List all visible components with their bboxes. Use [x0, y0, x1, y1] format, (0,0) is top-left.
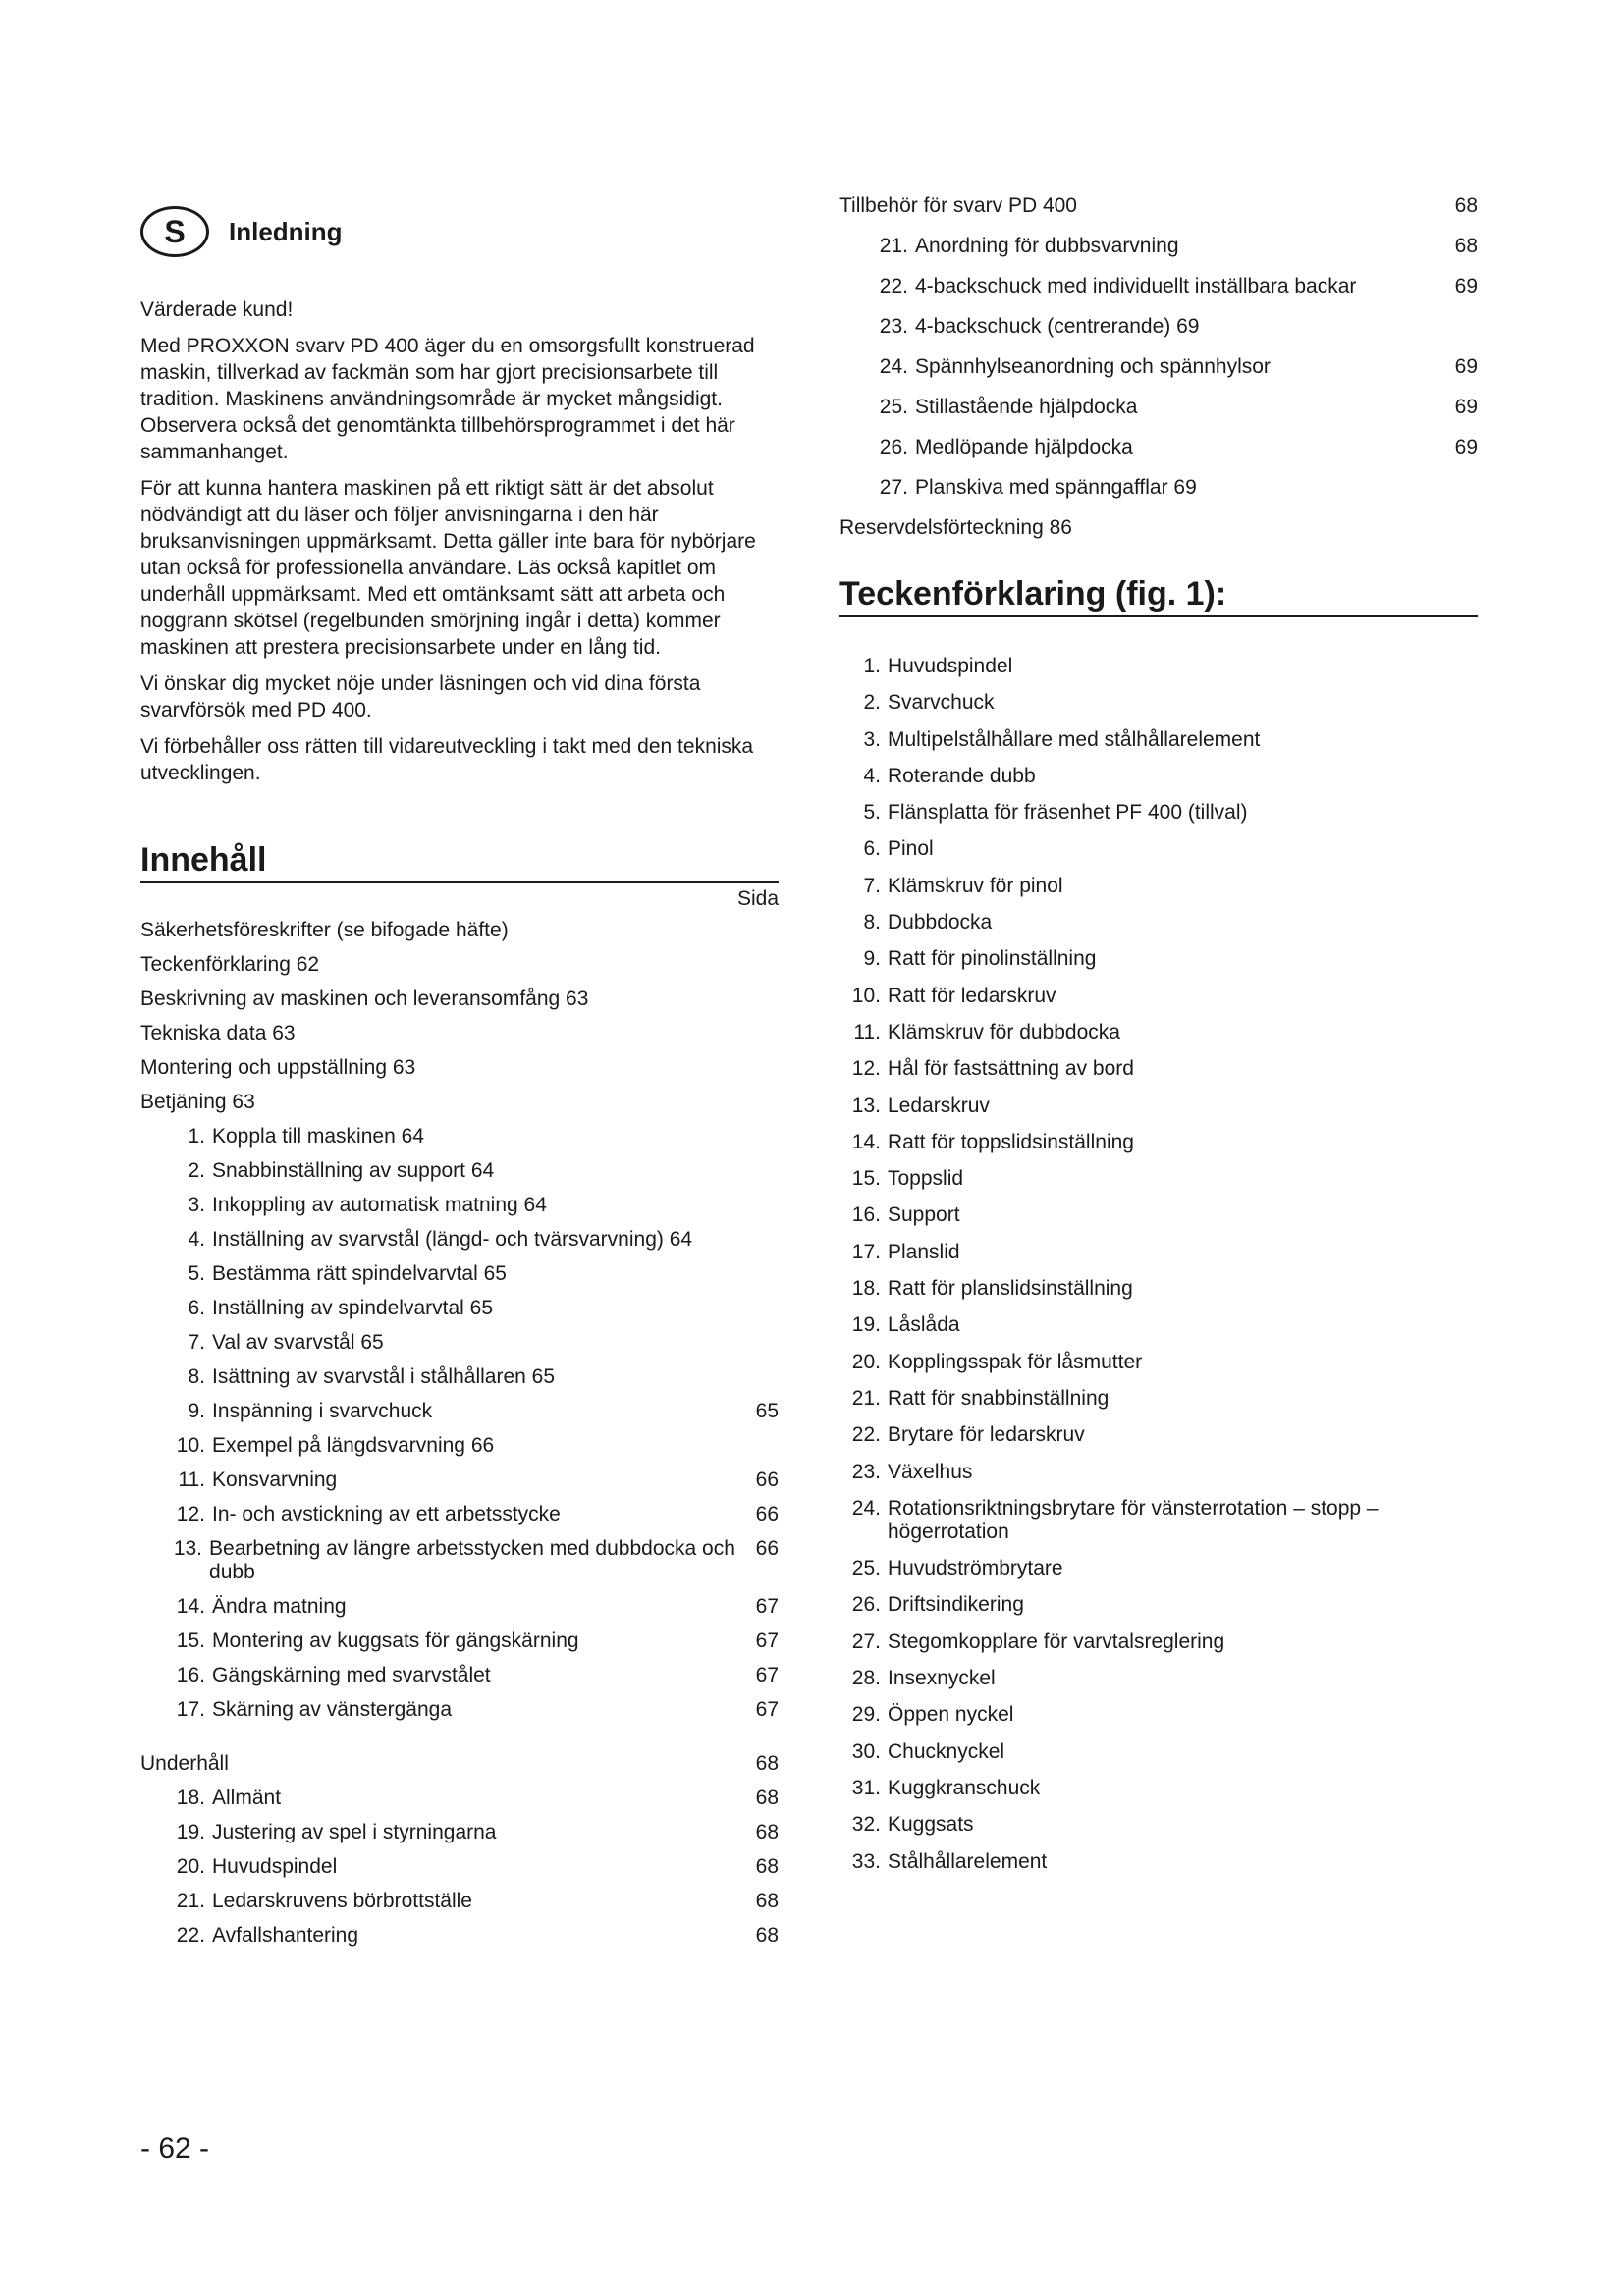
legend-item-number: 13.: [851, 1094, 881, 1117]
toc-entry-page: 68: [755, 1821, 779, 1843]
toc-entry: [140, 1297, 779, 1320]
legend-item: [839, 1131, 1478, 1154]
toc-entry-label: [873, 436, 1133, 459]
toc-entry: [140, 1855, 779, 1879]
toc-entry-text: Koppla till maskinen 64: [212, 1125, 424, 1148]
toc-entry-text: 4-backschuck (centrerande) 69: [915, 315, 1200, 338]
toc-entry-number: 3.: [188, 1194, 205, 1216]
legend-item: [839, 875, 1478, 898]
toc-entry-page: 68: [755, 1890, 779, 1912]
legend-item-number: 2.: [863, 691, 881, 715]
toc-entry: [140, 1752, 779, 1776]
left-column: [140, 206, 779, 1958]
toc-entry: [839, 315, 1478, 339]
legend-item: [839, 1351, 1478, 1374]
legend-item: [839, 1241, 1478, 1264]
legend-item: [839, 1387, 1478, 1411]
toc-entry-label: [873, 476, 1197, 500]
legend-item-text: Ratt för snabbinställning: [888, 1386, 1110, 1410]
legend-item-text: Ratt för ledarskruv: [888, 984, 1056, 1007]
legend-item-number: 6.: [863, 837, 881, 861]
toc-entry-label: [140, 1091, 255, 1114]
toc-entry: [839, 355, 1478, 379]
legend-item-text: Insexnyckel: [888, 1667, 996, 1690]
legend-item: [839, 1813, 1478, 1837]
legend-title: Teckenförklaring (fig. 1):: [839, 575, 1478, 617]
legend-item-text: Ratt för toppslidsinställning: [888, 1130, 1134, 1153]
toc-entry-page: 69: [1454, 355, 1478, 378]
toc-entry: [140, 1503, 779, 1526]
toc-entry: [140, 988, 779, 1011]
legend-item-number: 15.: [851, 1167, 881, 1191]
toc-entry: [839, 194, 1478, 218]
toc-entry-number: 24.: [879, 355, 908, 378]
legend-item-number: 31.: [851, 1776, 881, 1799]
legend-item-text: Ledarskruv: [888, 1094, 990, 1117]
toc-entry-label: [170, 1855, 337, 1879]
legend-item: [839, 1423, 1478, 1447]
page-number: - 62 -: [140, 2132, 210, 2164]
toc-entry-number: 26.: [879, 436, 908, 458]
toc-entry: [140, 1228, 779, 1252]
toc-entry-text: Spännhylseanordning och spännhylsor: [915, 355, 1271, 378]
legend-item-text: Öppen nyckel: [888, 1703, 1014, 1727]
legend-item-number: 19.: [851, 1313, 881, 1337]
toc-entry: [839, 275, 1478, 298]
toc-page-header: Sida: [736, 887, 779, 910]
legend-item-number: 1.: [863, 655, 881, 677]
toc-entry-label: [839, 516, 1072, 540]
legend-item-text: Roterande dubb: [888, 764, 1036, 787]
toc-entry: [140, 953, 779, 977]
toc-entry-page: 69: [1454, 275, 1478, 297]
legend-list: [839, 655, 1478, 1874]
toc-entry-text: Bestämma rätt spindelvarvtal 65: [212, 1262, 507, 1285]
intro-paragraph: Värderade kund!: [140, 298, 294, 321]
legend-item: [839, 1557, 1478, 1580]
toc-entry: [140, 1434, 779, 1458]
legend-item: [839, 1777, 1478, 1800]
legend-item-text: Driftsindikering: [888, 1593, 1024, 1617]
toc-entry: [140, 1787, 779, 1810]
legend-item-text: Dubbdocka: [888, 911, 993, 934]
toc-entry-text: Gängskärning med svarvstålet: [212, 1664, 491, 1686]
legend-item-number: 17.: [851, 1240, 881, 1263]
toc-entry: [140, 1468, 779, 1492]
toc-entry-number: 2.: [188, 1159, 205, 1182]
legend-item-number: 10.: [851, 984, 881, 1007]
toc-entry-label: [170, 1331, 384, 1355]
legend-item-number: 20.: [851, 1350, 881, 1373]
toc-entry-label: [170, 1698, 452, 1722]
toc-entry-label: [873, 235, 1179, 258]
legend-item-text: Ratt för planslidsinställning: [888, 1277, 1133, 1301]
toc-entry-number: 7.: [188, 1331, 205, 1354]
toc-entry: [140, 1365, 779, 1389]
legend-item-text: Huvudströmbrytare: [888, 1557, 1063, 1580]
legend-item: [839, 655, 1478, 678]
legend-item-text: Rotationsriktningsbrytare för vänsterrotation – stopp – högerrotation: [888, 1496, 1379, 1543]
legend-item: [839, 728, 1478, 752]
legend-item-number: 12.: [851, 1057, 881, 1081]
legend-item-number: 30.: [851, 1739, 881, 1763]
toc-entry-text: Konsvarvning: [212, 1468, 338, 1491]
toc-entry-label: [873, 275, 1356, 298]
toc-entry: [140, 1821, 779, 1844]
toc-entry-number: 20.: [176, 1855, 205, 1878]
legend-item-number: 33.: [851, 1849, 881, 1873]
toc-entry-label: [839, 194, 1077, 218]
toc-entry-label: [873, 315, 1199, 339]
legend-item-number: 29.: [851, 1703, 881, 1727]
toc-entry: [140, 1331, 779, 1355]
toc-entry-page: 67: [755, 1595, 779, 1618]
legend-item-number: 16.: [851, 1203, 881, 1227]
toc-entry-text: Tekniska data 63: [140, 1022, 296, 1044]
toc-entry: [140, 919, 779, 942]
toc-entry-label: [873, 396, 1138, 419]
toc-entry-text: Säkerhetsföreskrifter (se bifogade häfte): [140, 919, 509, 941]
legend-item: [839, 911, 1478, 934]
intro-title: Inledning: [229, 216, 343, 246]
toc-entry-label: [140, 988, 588, 1011]
toc-entry-number: 4.: [188, 1228, 205, 1251]
toc-entry: [140, 1022, 779, 1045]
toc-entry-page: 68: [755, 1752, 779, 1775]
toc-entry-text: Montering och uppställning 63: [140, 1056, 416, 1079]
toc-entry-page: 68: [755, 1924, 779, 1947]
toc-entry-text: Teckenförklaring 62: [140, 953, 320, 976]
toc-entry-text: Allmänt: [212, 1787, 282, 1809]
toc-entry-label: [170, 1924, 358, 1948]
toc-entry-text: Betjäning 63: [140, 1091, 255, 1113]
toc-entry-text: Huvudspindel: [212, 1855, 338, 1878]
toc-entry-number: 15.: [176, 1629, 205, 1652]
toc-entry-text: 4-backschuck med individuellt inställbara backar: [915, 275, 1357, 297]
legend-item-number: 8.: [863, 911, 881, 934]
intro-header: [140, 206, 779, 257]
toc-entry-number: 22.: [176, 1924, 205, 1947]
toc-entry-page: 67: [755, 1698, 779, 1721]
toc-entry: [140, 1537, 779, 1584]
toc-entry-page: 66: [755, 1503, 779, 1525]
toc-entry-label: [170, 1297, 493, 1320]
legend-item: [839, 947, 1478, 971]
legend-item-number: 32.: [851, 1813, 881, 1837]
toc-entry-number: 21.: [879, 235, 908, 257]
legend-item-text: Brytare för ledarskruv: [888, 1423, 1085, 1447]
legend-item: [839, 1277, 1478, 1301]
toc-entry-text: Beskrivning av maskinen och leveransomfång 63: [140, 988, 589, 1010]
toc-entry-text: Avfallshantering: [212, 1924, 359, 1947]
intro-paragraph: Vi önskar dig mycket nöje under läsningen och vid dina första svarvförsök med PD 400.: [140, 672, 701, 721]
legend-item-number: 7.: [863, 874, 881, 897]
legend-item-number: 25.: [851, 1557, 881, 1580]
toc-entry-text: Inspänning i svarvchuck: [212, 1400, 433, 1422]
toc-entry-label: [170, 1400, 432, 1423]
legend-item-text: Kopplingsspak för låsmutter: [888, 1350, 1143, 1373]
toc-entry-text: Inställning av svarvstål (längd- och tvärsvarvning) 64: [212, 1228, 693, 1251]
legend-item: [839, 1497, 1478, 1544]
toc-entry-label: [170, 1262, 507, 1286]
toc-right-list: [839, 194, 1478, 540]
toc-entry-number: 22.: [879, 275, 908, 297]
toc-entry-text: Exempel på längdsvarvning 66: [212, 1434, 495, 1457]
toc-entry-text: Skärning av vänstergänga: [212, 1698, 452, 1721]
legend-section: [839, 575, 1478, 1874]
toc-entry-number: 1.: [188, 1125, 205, 1148]
toc-entry-text: Stillastående hjälpdocka: [915, 396, 1138, 418]
toc-entry-label: [170, 1125, 424, 1148]
toc-entry-text: Tillbehör för svarv PD 400: [839, 194, 1077, 217]
legend-item-number: 11.: [853, 1020, 881, 1043]
toc-entry-label: [170, 1629, 579, 1653]
legend-item-text: Växelhus: [888, 1460, 973, 1483]
toc-entry-page: 66: [755, 1468, 779, 1491]
legend-item-number: 26.: [851, 1593, 881, 1617]
intro-paragraph: Vi förbehåller oss rätten till vidareutveckling i takt med den tekniska utvecklingen.: [140, 735, 754, 784]
toc-entry-label: [170, 1890, 472, 1913]
legend-item-number: 18.: [851, 1277, 881, 1301]
legend-item-text: Flänsplatta för fräsenhet PF 400 (tillval): [888, 801, 1248, 825]
toc-entry: [839, 396, 1478, 419]
toc-entry: [140, 1629, 779, 1653]
toc-entry-number: 25.: [879, 396, 908, 418]
toc-maintenance-list: [140, 1752, 779, 1948]
toc-entry-page: 68: [755, 1787, 779, 1809]
toc-entry-label: [170, 1434, 494, 1458]
legend-item-text: Låslåda: [888, 1313, 960, 1337]
legend-item-text: Chucknyckel: [888, 1739, 1005, 1763]
legend-item-text: Huvudspindel: [888, 655, 1013, 677]
toc-entry: [140, 1262, 779, 1286]
toc-entry-text: Planskiva med spänngafflar 69: [915, 476, 1197, 499]
toc-entry-number: 6.: [188, 1297, 205, 1319]
legend-item: [839, 1703, 1478, 1727]
toc-entry-number: 27.: [879, 476, 908, 499]
toc-entry-text: Montering av kuggsats för gängskärning: [212, 1629, 579, 1652]
toc-entry-text: Anordning för dubbsvarvning: [915, 235, 1179, 257]
legend-item: [839, 1740, 1478, 1764]
toc-entry-label: [873, 355, 1271, 379]
toc-entry: [140, 1890, 779, 1913]
toc-entry-label: [170, 1595, 347, 1619]
toc-entry-text: Underhåll: [140, 1752, 229, 1775]
toc-entry-label: [170, 1468, 337, 1492]
toc-entry-number: 18.: [176, 1787, 205, 1809]
toc-left-list: [140, 919, 779, 1722]
legend-item: [839, 1167, 1478, 1191]
legend-item: [839, 1021, 1478, 1044]
legend-item-number: 5.: [863, 801, 881, 825]
toc-entry-label: [170, 1503, 561, 1526]
toc-entry-text: Ledarskruvens börbrottställe: [212, 1890, 472, 1912]
legend-item-text: Toppslid: [888, 1167, 964, 1191]
toc-entry-page: 67: [755, 1629, 779, 1652]
toc-entry-text: Inkoppling av automatisk matning 64: [212, 1194, 547, 1216]
toc-entry-text: Ändra matning: [212, 1595, 347, 1618]
language-badge: S: [140, 206, 209, 257]
right-column: [839, 194, 1478, 1887]
legend-item-number: 21.: [851, 1386, 881, 1410]
toc-entry: [140, 1194, 779, 1217]
legend-item-text: Planslid: [888, 1240, 960, 1263]
toc-entry: [140, 1400, 779, 1423]
intro-paragraph: Med PROXXON svarv PD 400 äger du en omsorgsfullt konstruerad maskin, tillverkad av fackmän som har gjort precisionsarbete till tradition. Maskinens användningsområde är mycket mångsidigt. Observera också det genomtänkta tillbehörsprogrammet i det här sammanhanget.: [140, 335, 755, 463]
toc-entry-number: 8.: [188, 1365, 205, 1388]
legend-item: [839, 1461, 1478, 1484]
toc-entry-number: 11.: [178, 1468, 205, 1491]
legend-item: [839, 1313, 1478, 1337]
toc-entry-number: 21.: [176, 1890, 205, 1912]
toc-entry-text: Val av svarvstål 65: [212, 1331, 384, 1354]
toc-entry-page: 67: [755, 1664, 779, 1686]
legend-item-text: Svarvchuck: [888, 691, 995, 715]
toc-entry-label: [140, 1056, 415, 1080]
legend-item: [839, 801, 1478, 825]
toc-entry-number: 9.: [188, 1400, 205, 1422]
toc-entry-page: 68: [755, 1855, 779, 1878]
toc-entry-label: [140, 1022, 296, 1045]
toc-entry-label: [170, 1159, 494, 1183]
legend-item: [839, 1057, 1478, 1081]
toc-entry: [140, 1091, 779, 1114]
toc-entry-number: 14.: [176, 1595, 205, 1618]
toc-entry-page: 69: [1454, 436, 1478, 458]
legend-item: [839, 1203, 1478, 1227]
legend-item: [839, 1593, 1478, 1617]
toc-entry-text: Inställning av spindelvarvtal 65: [212, 1297, 494, 1319]
intro-text: [140, 296, 779, 786]
legend-item-number: 14.: [851, 1130, 881, 1153]
toc-entry-page: 69: [1454, 396, 1478, 418]
toc-entry-label: [170, 1365, 555, 1389]
toc-entry-label: [170, 1787, 281, 1810]
toc-entry: [839, 516, 1478, 540]
legend-item-number: 22.: [851, 1423, 881, 1447]
toc-entry-label: [140, 1752, 229, 1776]
legend-item: [839, 765, 1478, 788]
toc-entry-page: 65: [755, 1400, 779, 1422]
toc-entry-number: 17.: [176, 1698, 205, 1721]
legend-item-text: Support: [888, 1203, 960, 1227]
toc-entry: [839, 476, 1478, 500]
toc-entry-label: [170, 1194, 547, 1217]
toc-entry: [140, 1056, 779, 1080]
table-of-contents: [140, 841, 779, 1948]
legend-item: [839, 1667, 1478, 1690]
legend-item-text: Kuggkranschuck: [888, 1776, 1041, 1799]
toc-entry-text: Snabbinställning av support 64: [212, 1159, 495, 1182]
legend-item-number: 9.: [863, 947, 881, 971]
toc-entry: [140, 1125, 779, 1148]
legend-item-text: Klämskruv för pinol: [888, 874, 1063, 897]
toc-entry-label: [140, 919, 509, 942]
intro-paragraph: För att kunna hantera maskinen på ett riktigt sätt är det absolut nödvändigt att du läser och följer anvisningarna i den här bruksanvisningen uppmärksamt. Detta gäller inte bara för nybörjare utan också för professionella användare. Läs också kapitlet om underhåll uppmärksamt. Med ett omtänksamt sätt att arbeta och noggrann skötsel (regelbunden smörjning ingår i detta) kommer maskinen att prestera precisionsarbete under en lång tid.: [140, 477, 756, 659]
toc-entry-text: In- och avstickning av ett arbetsstycke: [212, 1503, 561, 1525]
legend-item-text: Kuggsats: [888, 1813, 974, 1837]
toc-entry-number: 13.: [173, 1537, 203, 1560]
toc-entry-text: Medlöpande hjälpdocka: [915, 436, 1133, 458]
legend-item: [839, 691, 1478, 715]
toc-entry: [839, 436, 1478, 459]
legend-item-text: Ratt för pinolinställning: [888, 947, 1097, 971]
toc-entry-number: 12.: [176, 1503, 205, 1525]
legend-item-number: 4.: [863, 764, 881, 787]
toc-entry-number: 5.: [188, 1262, 205, 1285]
legend-item-text: Stålhållarelement: [888, 1849, 1048, 1873]
toc-entry: [140, 1159, 779, 1183]
toc-entry-text: Reservdelsförteckning 86: [839, 516, 1072, 539]
toc-entry: [839, 235, 1478, 258]
toc-entry-number: 10.: [176, 1434, 205, 1457]
toc-entry-label: [170, 1664, 491, 1687]
legend-item-text: Klämskruv för dubbdocka: [888, 1020, 1120, 1043]
toc-entry-label: [170, 1537, 739, 1584]
legend-item-text: Pinol: [888, 837, 934, 861]
legend-item: [839, 1630, 1478, 1654]
legend-item-text: Multipelstålhållare med stålhållarelement: [888, 727, 1261, 751]
toc-entry-number: 19.: [176, 1821, 205, 1843]
legend-item-text: Hål för fastsättning av bord: [888, 1057, 1134, 1081]
toc-entry-text: Bearbetning av längre arbetsstycken med dubbdocka och dubb: [209, 1537, 735, 1583]
toc-entry: [140, 1595, 779, 1619]
toc-entry-number: 23.: [879, 315, 908, 338]
toc-entry-label: [170, 1228, 692, 1252]
toc-entry-page: 68: [1454, 235, 1478, 257]
legend-item-text: Stegomkopplare för varvtalsreglering: [888, 1629, 1225, 1653]
legend-item-number: 27.: [851, 1629, 881, 1653]
toc-entry-page: 68: [1454, 194, 1478, 217]
toc-entry-text: Isättning av svarvstål i stålhållaren 65: [212, 1365, 556, 1388]
toc-title: Innehåll: [140, 841, 779, 883]
toc-entry: [140, 1664, 779, 1687]
toc-entry-text: Justering av spel i styrningarna: [212, 1821, 497, 1843]
toc-entry: [140, 1698, 779, 1722]
legend-item-number: 24.: [851, 1496, 881, 1520]
legend-item-number: 23.: [851, 1460, 881, 1483]
toc-entry: [140, 1924, 779, 1948]
legend-item-number: 3.: [863, 727, 881, 751]
toc-entry-label: [170, 1821, 496, 1844]
legend-item: [839, 837, 1478, 861]
toc-entry-page: 66: [755, 1537, 779, 1560]
legend-item-number: 28.: [851, 1667, 881, 1690]
toc-entry-number: 16.: [176, 1664, 205, 1686]
legend-item: [839, 1095, 1478, 1118]
legend-item: [839, 1850, 1478, 1874]
toc-entry-label: [140, 953, 319, 977]
legend-item: [839, 985, 1478, 1008]
